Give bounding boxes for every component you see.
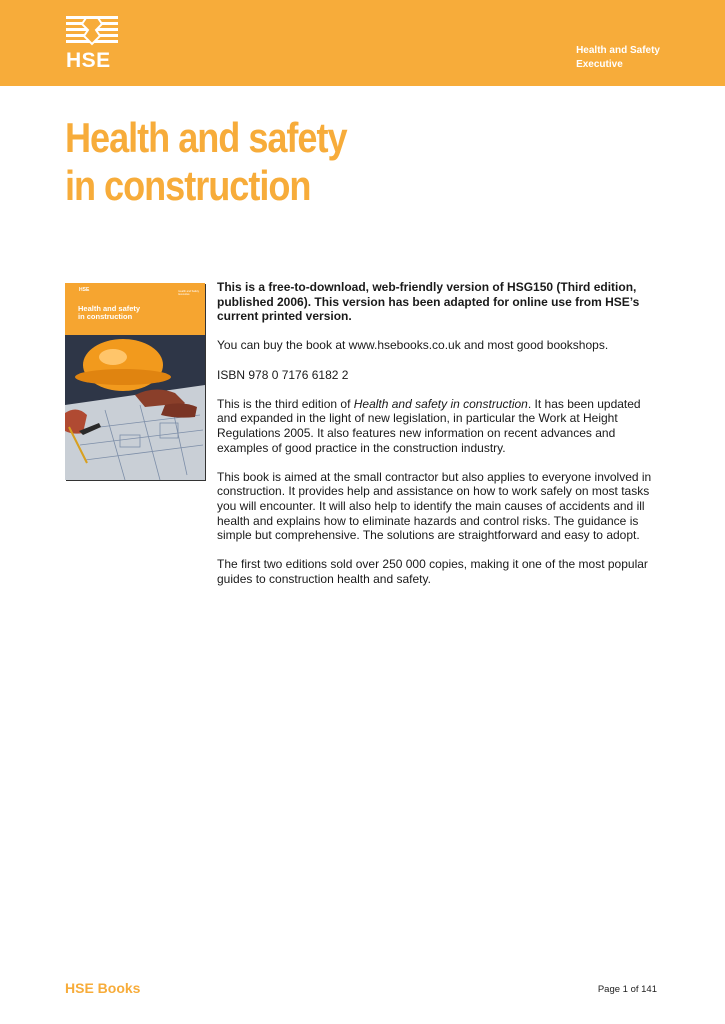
header-banner — [0, 0, 725, 86]
cover-title-line-2: in construction — [78, 312, 133, 321]
organization-line-1: Health and Safety — [576, 45, 660, 56]
cover-organization — [178, 290, 199, 296]
edition-prefix: This is the third edition of — [217, 396, 354, 411]
title-line-2: in construction — [65, 162, 311, 209]
cover-hse-logo: HSE — [79, 287, 90, 293]
edition-suffix: . It has been updated and expanded in the light of new legislation, in particular the Work at Height Regulations 2005. It also features new information on recent advances and examples of good practice in the construction industry. — [217, 396, 641, 455]
footer-brand: HSE Books — [65, 980, 141, 996]
cover-title-line-1: Health and safety — [78, 304, 141, 313]
buy-paragraph: You can buy the book at www.hsebooks.co.uk and most good bookshops. — [217, 338, 609, 353]
sales-paragraph: The first two editions sold over 250 000 copies, making it one of the most popular guides to construction health and safety. — [217, 557, 648, 586]
isbn-paragraph: ISBN 978 0 7176 6182 2 — [217, 367, 349, 382]
cover-title — [78, 305, 140, 321]
organization-name — [576, 44, 660, 72]
cover-org-line-1: Health and Safety — [178, 290, 199, 293]
title-line-1: Health and safety — [65, 114, 347, 161]
cover-photo — [65, 335, 205, 480]
audience-paragraph: This book is aimed at the small contractor but also applies to everyone involved in construction. It provides help and assistance on how to work safely on most tasks you will encounter. It will also help to identify the main causes of accidents and ill health and explains how to eliminate hazards and control risks. The guidance is simple but comprehensive. The solutions are straightforward and easy to adopt. — [217, 469, 652, 543]
intro-paragraph: This is a free-to-download, web-friendly version of HSG150 (Third edition, published 2006). This version has been adapted for online use from HSE’s current printed version. — [217, 280, 640, 324]
description-text — [217, 280, 662, 601]
edition-paragraph — [217, 397, 662, 455]
book-cover-image — [65, 283, 205, 480]
edition-book-title: Health and safety in construction — [353, 396, 528, 411]
hse-logo-text: HSE — [66, 49, 111, 72]
organization-line-2: Executive — [576, 59, 623, 70]
page-number: Page 1 of 141 — [597, 984, 657, 995]
document-title — [65, 114, 347, 210]
cover-org-line-2: Executive — [178, 293, 190, 296]
